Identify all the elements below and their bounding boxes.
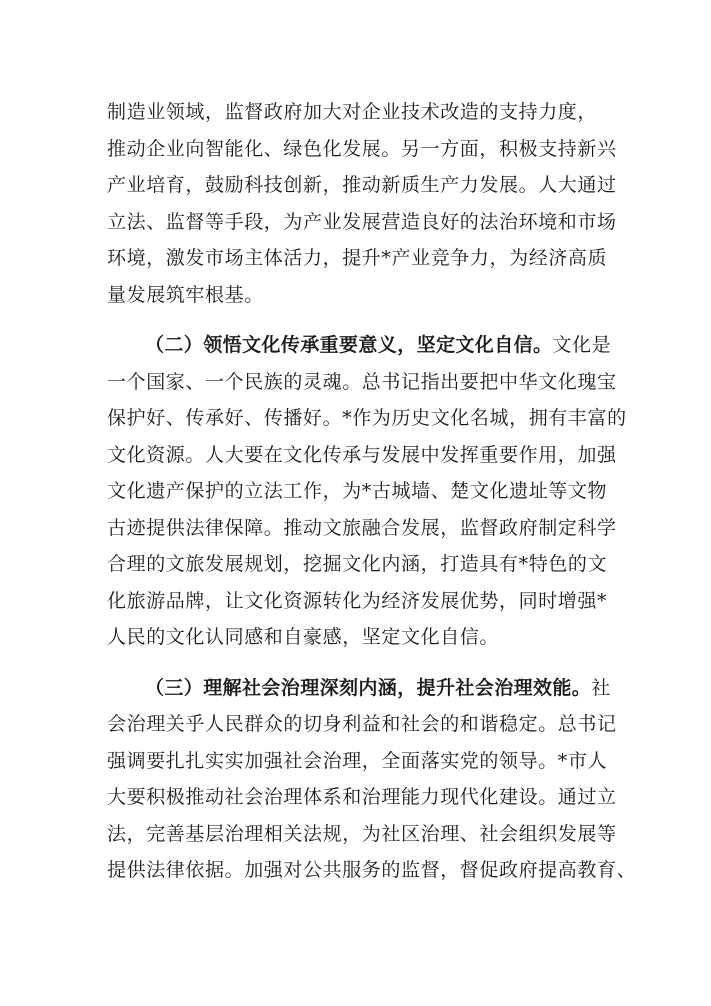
section-heading-culture: （二）领悟文化传承重要意义，坚定文化自信。: [145, 334, 553, 356]
text-line: 制造业领域，监督政府加大对企业技术改造的支持力度，: [107, 101, 598, 123]
text-line: 文化遗产保护的立法工作，为*古城墙、楚文化遗址等文物: [107, 480, 608, 502]
text-line: [107, 327, 612, 364]
text-line: 化旅游品牌，让文化资源转化为经济发展优势，同时增强*: [107, 589, 608, 612]
document-body: [107, 94, 637, 889]
text-line: 环境，激发市场主体活力，提升*产业竞争力，为经济高质: [107, 247, 608, 269]
text-line: 会治理关乎人民群众的切身利益和社会的和谐稳定。总书记: [107, 713, 617, 735]
text-line: 强调要扎扎实实加强社会治理，全面落实党的领导。*市人: [107, 749, 608, 772]
paragraph-governance: [107, 670, 637, 889]
text-line: 量发展筑牢根基。: [107, 283, 264, 306]
text-line: 大要积极推动社会治理体系和治理能力现代化建设。通过立: [107, 786, 617, 808]
text-line: 文化资源。人大要在文化传承与发展中发挥重要作用，加强: [107, 443, 617, 466]
text-line: 推动企业向智能化、绿色化发展。另一方面，积极支持新兴: [107, 137, 617, 160]
text-fragment: 文化是: [552, 334, 612, 356]
text-line: 古迹提供法律保障。推动文旅融合发展，监督政府制定科学: [107, 516, 617, 539]
text-line: 法，完善基层治理相关法规，为社区治理、社会组织发展等: [107, 822, 617, 845]
text-line: 一个国家、一个民族的灵魂。总书记指出要把中华文化瑰宝: [107, 370, 617, 393]
text-line: 提供法律依据。加强对公共服务的监督，督促政府提高教育、: [107, 859, 637, 881]
text-line: 人民的文化认同感和自豪感，坚定文化自信。: [107, 626, 500, 648]
text-fragment: 社: [591, 676, 611, 699]
paragraph-culture: [107, 327, 627, 656]
text-line: 产业培育，鼓励科技创新，推动新质生产力发展。人大通过: [107, 174, 617, 196]
text-line: 立法、监督等手段，为产业发展营造良好的法治环境和市场: [107, 210, 617, 233]
text-line: 保护好、传承好、传播好。*作为历史文化名城，拥有丰富的: [107, 407, 627, 429]
paragraph-industry: [107, 94, 617, 313]
text-line: 合理的文旅发展规划，挖掘文化内涵，打造具有*特色的文: [107, 553, 608, 575]
text-line: [107, 670, 611, 707]
section-heading-governance: （三）理解社会治理深刻内涵，提升社会治理效能。: [145, 676, 592, 699]
